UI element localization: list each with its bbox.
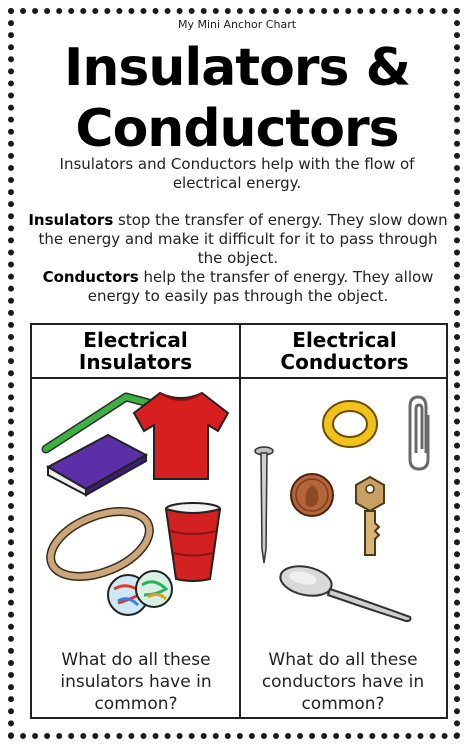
table-divider-horizontal (32, 377, 446, 379)
intro-text: Insulators and Conductors help with the flow of electrical energy. (59, 155, 415, 192)
penny-icon (288, 471, 336, 519)
comparison-table (30, 323, 448, 719)
conductors-heading: Electrical Conductors (280, 328, 409, 374)
insulators-question: What do all these insulators have in common? (60, 650, 212, 714)
conductors-question: What do all these conductors have in common? (261, 650, 425, 714)
spoon-icon (276, 561, 416, 623)
chart-label: My Mini Anchor Chart (177, 18, 297, 31)
insulators-term: Insulators (28, 211, 114, 229)
table-divider-vertical (239, 325, 241, 717)
conductors-description: help the transfer of energy. They allow energy to easily pas through the object. (87, 268, 434, 305)
insulators-heading: Electrical Insulators (78, 328, 193, 374)
insulators-description: stop the transfer of energy. They slow down the energy and make it difficult for it to pass through the object. (38, 211, 448, 267)
title-line-2: Conductors (75, 99, 399, 159)
paperclip-icon (404, 393, 434, 473)
key-icon (350, 475, 390, 559)
insulators-definition (24, 211, 452, 268)
book-icon (44, 429, 150, 497)
nail-icon (254, 445, 274, 565)
marbles-icon (104, 563, 180, 619)
title-line-1: Insulators & (64, 38, 410, 98)
conductors-term: Conductors (42, 268, 139, 286)
gold-ring-icon (318, 395, 382, 453)
conductors-definition (24, 268, 452, 306)
